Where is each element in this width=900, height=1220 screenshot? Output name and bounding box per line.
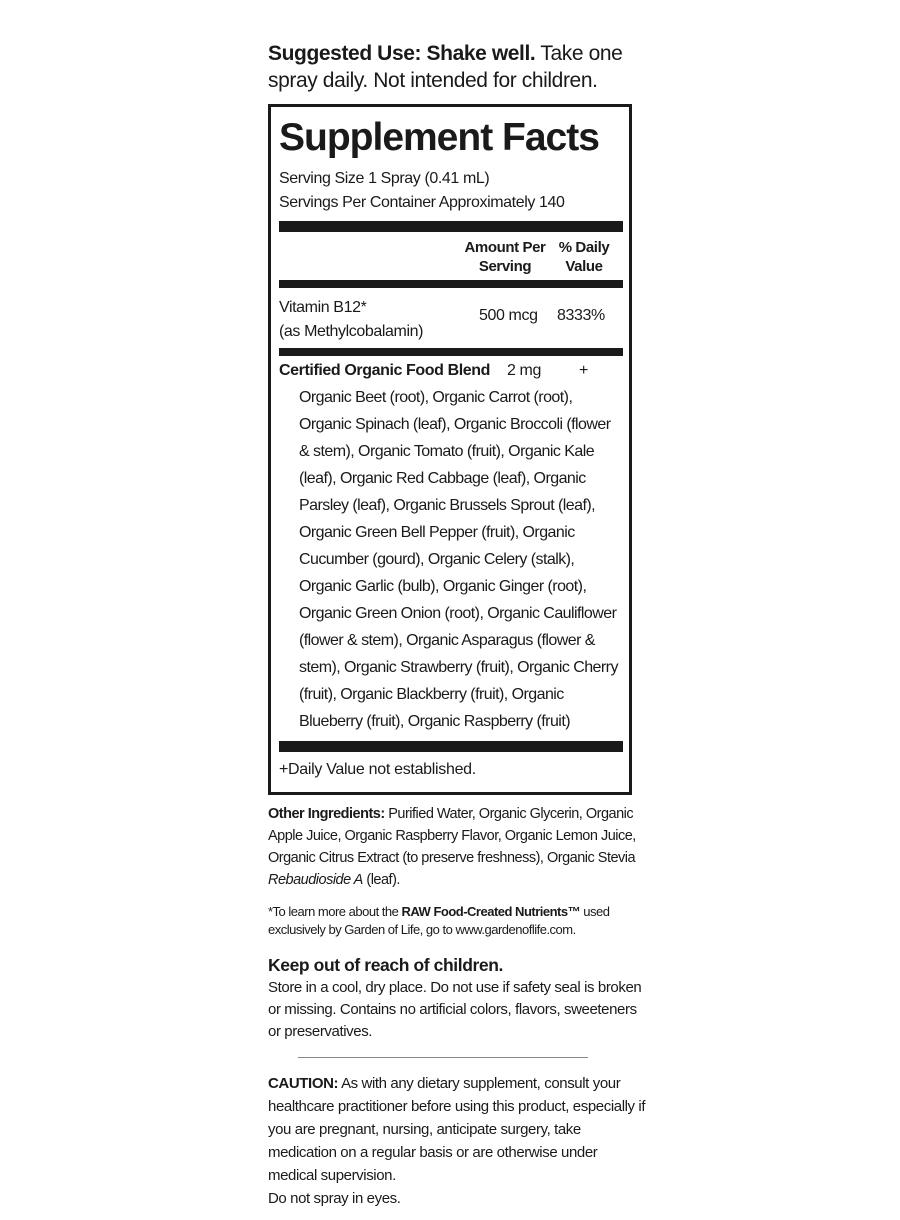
servings-per-container: Servings Per Container Approximately 140 <box>279 194 565 211</box>
caution-block <box>268 1072 648 1210</box>
suggested-use-lead: Suggested Use: Shake well. <box>268 42 536 65</box>
blend-amount: 2 mg <box>507 362 541 379</box>
other-ingredients <box>268 803 648 891</box>
amount-per-serving-header: Amount Per Serving <box>464 239 546 275</box>
blend-name: Certified Organic Food Blend <box>279 362 491 379</box>
daily-value-note: +Daily Value not established. <box>279 761 476 778</box>
raw-note-prefix: *To learn more about the <box>268 904 399 919</box>
raw-note-lead: RAW Food-Created Nutrients™ <box>401 904 581 919</box>
supplement-facts-panel <box>268 104 632 795</box>
raw-note-text: used exclusively by Garden of Life, go to www.gardenoflife.com. <box>268 904 610 937</box>
divider-bar-thick <box>279 221 623 232</box>
storage-text: Store in a cool, dry place. Do not use if safety seal is broken or missing. Contains no artificial colors, flavors, sweeteners or preservatives. <box>268 979 642 1040</box>
blend-row <box>279 360 623 382</box>
product-label <box>268 40 648 1210</box>
caution-text: As with any dietary supplement, consult your healthcare practitioner before using this product, especially if you are pregnant, nursing, anticipate surgery, take medication on a regular basis or are otherwise under medical supervision. <box>268 1075 646 1184</box>
other-ingredients-lead: Other Ingredients: <box>268 806 385 822</box>
divider-bar-blend <box>279 348 623 356</box>
other-ingredients-text: Purified Water, Organic Glycerin, Organic Apple Juice, Organic Raspberry Flavor, Organic Lemon Juice, Organic Citrus Extract (to preserve freshness), Organic Stevia <box>268 806 636 866</box>
nutrient-daily-value: 8333% <box>557 307 605 324</box>
section-divider <box>298 1057 588 1058</box>
nutrient-form: (as Methylcobalamin) <box>279 323 424 340</box>
serving-size: Serving Size 1 Spray (0.41 mL) <box>279 170 490 187</box>
raw-nutrients-note <box>268 903 648 939</box>
keep-out-of-reach-title: Keep out of reach of children. <box>268 955 503 975</box>
suggested-use <box>268 40 648 94</box>
blend-daily-value: + <box>579 362 588 379</box>
nutrient-amount: 500 mcg <box>479 307 538 324</box>
caution-lead: CAUTION: <box>268 1075 339 1092</box>
daily-value-header: % Daily Value <box>558 239 610 275</box>
divider-bar-header <box>279 280 623 288</box>
nutrient-row-vitamin-b12 <box>279 292 623 344</box>
other-ingredients-tail: (leaf). <box>366 872 400 888</box>
blend-ingredients: Organic Beet (root), Organic Carrot (root), Organic Spinach (leaf), Organic Broccoli (flower & stem), Organic Tomato (fruit), Organic Kale (leaf), Organic Red Cabbage (leaf), Organic Parsley (leaf), Organic Brussels Sprout (leaf), Organic Green Bell Pepper (fruit), Organic Cucumber (gourd), Organic Celery (stalk), Organic Garlic (bulb), Organic Ginger (root), Organic Green Onion (root), Organic Cauliflower (flower & stem), Organic Asparagus (flower & stem), Organic Strawberry (fruit), Organic Cherry (fruit), Organic Blackberry (fruit), Organic Blueberry (fruit), Organic Raspberry (fruit) <box>299 389 618 730</box>
divider-bar-bottom <box>279 741 623 752</box>
caution-last-line: Do not spray in eyes. <box>268 1190 401 1207</box>
nutrient-name: Vitamin B12* <box>279 299 367 316</box>
supplement-facts-title: Supplement Facts <box>279 116 599 159</box>
other-ingredients-italic: Rebaudioside A <box>268 872 363 888</box>
column-headers <box>279 238 623 276</box>
suggested-use-text: Take one spray daily. Not intended for children. <box>268 42 623 92</box>
